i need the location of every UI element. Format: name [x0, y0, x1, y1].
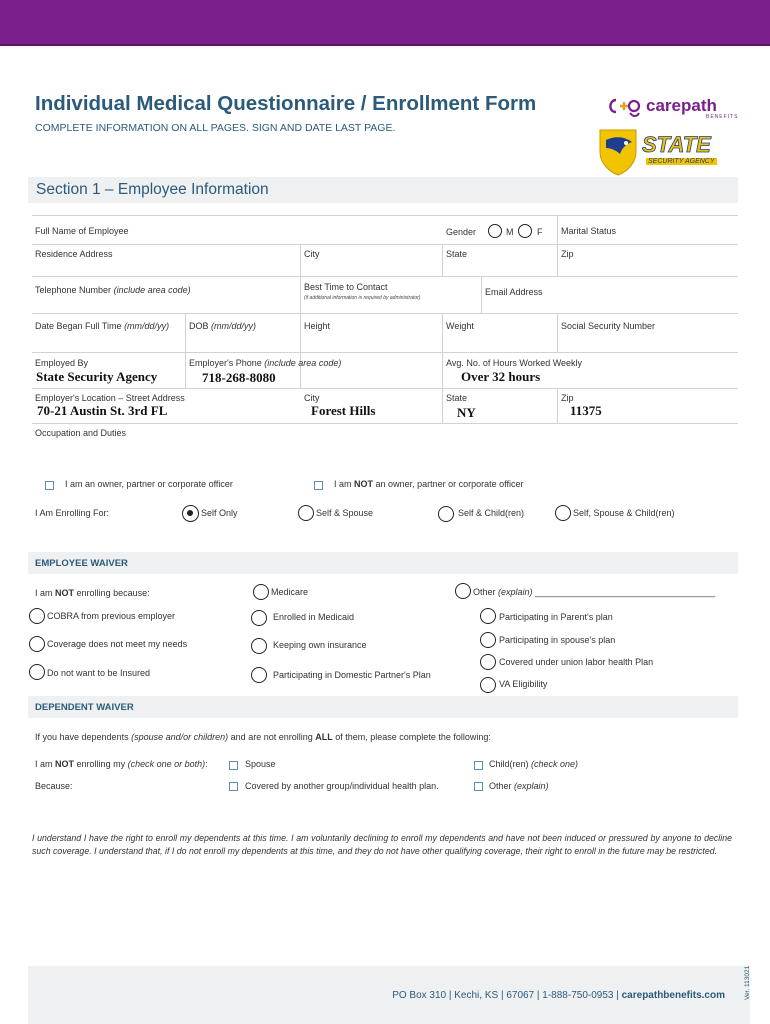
dep-other-label-text: Other	[489, 781, 512, 791]
gender-m-label: M	[506, 227, 514, 237]
children-label-note: (check one)	[531, 759, 579, 769]
footer-contact	[392, 990, 725, 1001]
employed-by-value[interactable]: State Security Agency	[36, 369, 158, 384]
coverage-needs-radio[interactable]	[29, 636, 45, 652]
version-label: Ver. 113021	[744, 965, 751, 1000]
divider	[32, 352, 738, 353]
height-label: Height	[304, 321, 331, 331]
enroll-family-label: Self, Spouse & Child(ren)	[573, 508, 675, 518]
footer-address: PO Box 310 | Kechi, KS | 67067 | 1-888-750-0953 |	[392, 990, 619, 1001]
spouse-checkbox[interactable]	[229, 761, 238, 770]
waiver-reason-suffix: enrolling because:	[76, 588, 150, 598]
employer-phone-label-note: (include area code)	[264, 358, 342, 368]
dependent-statement: I understand I have the right to enroll my dependents at this time. I am voluntarily declining to enroll my dependents and have not been induced or pressured by anyone to decline such coverage. I understand that, if I do not enroll my dependents at this time, and they do not have other qualifying coverage, their right to enroll in the future may be restricted.	[32, 833, 732, 856]
state-label: State	[446, 249, 468, 259]
not-enrolling-c: enrolling my	[76, 759, 126, 769]
dependent-waiver-header	[28, 696, 738, 718]
weight-label: Weight	[446, 321, 474, 331]
dependent-waiver-title: DEPENDENT WAIVER	[35, 702, 134, 713]
other-label-blank[interactable]: ____________________________________	[535, 587, 716, 597]
employer-phone-label	[189, 358, 341, 368]
enroll-family-radio[interactable]	[555, 505, 571, 521]
divider	[32, 244, 738, 245]
emp-state-value[interactable]: NY	[457, 405, 476, 420]
dependent-intro-b: (spouse and/or children)	[131, 732, 229, 742]
enroll-self-spouse-radio[interactable]	[298, 505, 314, 521]
emp-zip-label: Zip	[561, 393, 574, 403]
divider	[32, 423, 738, 424]
va-eligibility-label: VA Eligibility	[499, 679, 548, 689]
owner-yes-label: I am an owner, partner or corporate officer	[65, 479, 233, 489]
dependent-intro-c: and are not enrolling	[230, 732, 313, 742]
waiver-reason-prefix: I am	[35, 588, 53, 598]
not-enrolling-a: I am	[35, 759, 53, 769]
cobra-radio[interactable]	[29, 608, 45, 624]
owner-no-prefix: I am	[334, 479, 352, 489]
employer-phone-value[interactable]: 718-268-8080	[202, 370, 276, 385]
medicaid-radio[interactable]	[251, 610, 267, 626]
not-enrolling-dependents-label	[35, 759, 208, 769]
enroll-self-only-radio[interactable]	[182, 505, 199, 522]
gender-label: Gender	[446, 227, 477, 237]
divider	[442, 313, 443, 423]
medicare-label: Medicare	[271, 587, 309, 597]
enroll-self-children-radio[interactable]	[438, 506, 454, 522]
email-label: Email Address	[485, 287, 543, 297]
own-insurance-label: Keeping own insurance	[273, 640, 367, 650]
best-time-label: Best Time to Contact	[304, 282, 388, 292]
spouse-plan-label: Participating in spouse's plan	[499, 635, 616, 645]
covered-other-plan-checkbox[interactable]	[229, 782, 238, 791]
waiver-reason-bold: NOT	[55, 588, 75, 598]
gender-m-radio[interactable]	[488, 224, 502, 238]
city-label: City	[304, 249, 320, 259]
waiver-reason-label	[35, 588, 150, 598]
divider	[32, 388, 738, 389]
children-label	[489, 759, 578, 769]
employed-by-label: Employed By	[35, 358, 89, 368]
marital-status-label: Marital Status	[561, 226, 617, 236]
va-eligibility-radio[interactable]	[480, 677, 496, 693]
not-enrolling-d: (check one or both)	[127, 759, 206, 769]
dependent-intro-e: of them, please complete the following:	[335, 732, 491, 742]
divider	[481, 276, 482, 313]
date-began-label	[35, 321, 169, 331]
emp-zip-value[interactable]: 11375	[570, 403, 602, 418]
dob-label	[189, 321, 256, 331]
employer-location-value[interactable]: 70-21 Austin St. 3rd FL	[37, 403, 168, 418]
date-began-label-text: Date Began Full Time	[35, 321, 122, 331]
enroll-self-spouse-label: Self & Spouse	[316, 508, 374, 518]
state-logo-sub: SECURITY AGENCY	[648, 158, 715, 165]
dependent-intro	[35, 732, 491, 742]
employer-location-label: Employer's Location – Street Address	[35, 393, 185, 403]
coverage-needs-label: Coverage does not meet my needs	[47, 639, 188, 649]
children-checkbox[interactable]	[474, 761, 483, 770]
carepath-logo-sub: BENEFITS	[706, 114, 739, 120]
enroll-self-children-label: Self & Child(ren)	[458, 508, 525, 518]
employee-waiver-title: EMPLOYEE WAIVER	[35, 558, 128, 569]
dob-label-text: DOB	[189, 321, 209, 331]
dependent-intro-d: ALL	[315, 732, 333, 742]
telephone-label-text: Telephone Number	[35, 285, 112, 295]
divider	[32, 215, 738, 216]
divider	[557, 313, 558, 352]
spouse-label: Spouse	[245, 759, 276, 769]
not-insured-label: Do not want to be Insured	[47, 668, 151, 678]
divider	[557, 215, 558, 276]
union-plan-radio[interactable]	[480, 654, 496, 670]
owner-no-bold: NOT	[354, 479, 374, 489]
other-label-text: Other	[473, 587, 496, 597]
occupation-label: Occupation and Duties	[35, 428, 127, 438]
parents-plan-label: Participating in Parent's plan	[499, 612, 613, 622]
best-time-note: (if additional information is required by administrator)	[304, 295, 421, 301]
employer-phone-label-text: Employer's Phone	[189, 358, 262, 368]
divider	[32, 313, 738, 314]
state-logo-text: STATE	[642, 132, 711, 157]
cobra-label: COBRA from previous employer	[47, 611, 176, 621]
gender-f-radio[interactable]	[518, 224, 532, 238]
divider	[32, 276, 738, 277]
top-bar	[0, 0, 770, 46]
gender-f-label: F	[537, 227, 543, 237]
spouse-plan-radio[interactable]	[480, 632, 496, 648]
form-subtitle: COMPLETE INFORMATION ON ALL PAGES. SIGN AND DATE LAST PAGE.	[35, 122, 396, 134]
date-began-label-note: (mm/dd/yy)	[124, 321, 170, 331]
enroll-self-only-label: Self Only	[201, 508, 238, 518]
carepath-logo-text: carepath	[646, 96, 717, 115]
owner-no-label	[334, 479, 523, 489]
avg-hours-value[interactable]: Over 32 hours	[461, 369, 541, 384]
divider	[442, 244, 443, 276]
other-radio[interactable]	[455, 583, 471, 599]
domestic-partner-label: Participating in Domestic Partner's Plan	[273, 670, 431, 680]
not-insured-radio[interactable]	[29, 664, 45, 680]
other-label-note: (explain)	[498, 587, 533, 597]
not-enrolling-b: NOT	[55, 759, 75, 769]
enrolling-label: I Am Enrolling For:	[35, 508, 110, 518]
not-enrolling-e: :	[205, 759, 208, 769]
zip-label: Zip	[561, 249, 574, 259]
dep-other-checkbox[interactable]	[474, 782, 483, 791]
divider	[185, 313, 186, 388]
employee-waiver-header	[28, 552, 738, 574]
carepath-logo	[606, 96, 746, 122]
full-name-label: Full Name of Employee	[35, 226, 129, 236]
own-insurance-radio[interactable]	[251, 638, 267, 654]
children-label-text: Child(ren)	[489, 759, 529, 769]
emp-state-label: State	[446, 393, 468, 403]
dob-label-note: (mm/dd/yy)	[211, 321, 257, 331]
emp-city-label: City	[304, 393, 320, 403]
emp-city-value[interactable]: Forest Hills	[311, 403, 376, 418]
because-label: Because:	[35, 781, 73, 791]
telephone-label	[35, 285, 191, 295]
residence-label: Residence Address	[35, 249, 113, 259]
parents-plan-radio[interactable]	[480, 608, 496, 624]
telephone-label-note: (include area code)	[113, 285, 191, 295]
owner-no-checkbox[interactable]	[314, 481, 323, 490]
ssn-label: Social Security Number	[561, 321, 656, 331]
medicare-radio[interactable]	[253, 584, 269, 600]
owner-no-suffix: an owner, partner or corporate officer	[375, 479, 524, 489]
dependent-intro-a: If you have dependents	[35, 732, 129, 742]
union-plan-label: Covered under union labor health Plan	[499, 657, 654, 667]
medicaid-label: Enrolled in Medicaid	[273, 612, 355, 622]
owner-yes-checkbox[interactable]	[45, 481, 54, 490]
form-title: Individual Medical Questionnaire / Enrollment Form	[35, 92, 537, 115]
section-1-title: Section 1 – Employee Information	[36, 181, 269, 198]
divider	[557, 388, 558, 423]
covered-other-plan-label: Covered by another group/individual health plan.	[245, 781, 439, 791]
dep-other-label	[489, 781, 549, 791]
avg-hours-label: Avg. No. of Hours Worked Weekly	[446, 358, 583, 368]
other-label	[473, 587, 715, 597]
carepath-logo-icon	[606, 96, 642, 118]
footer-website-link[interactable]: carepathbenefits.com	[621, 990, 725, 1001]
dep-other-label-note: (explain)	[514, 781, 549, 791]
state-security-logo	[596, 126, 742, 176]
domestic-partner-radio[interactable]	[251, 667, 267, 683]
shield-eagle-icon	[596, 126, 640, 176]
